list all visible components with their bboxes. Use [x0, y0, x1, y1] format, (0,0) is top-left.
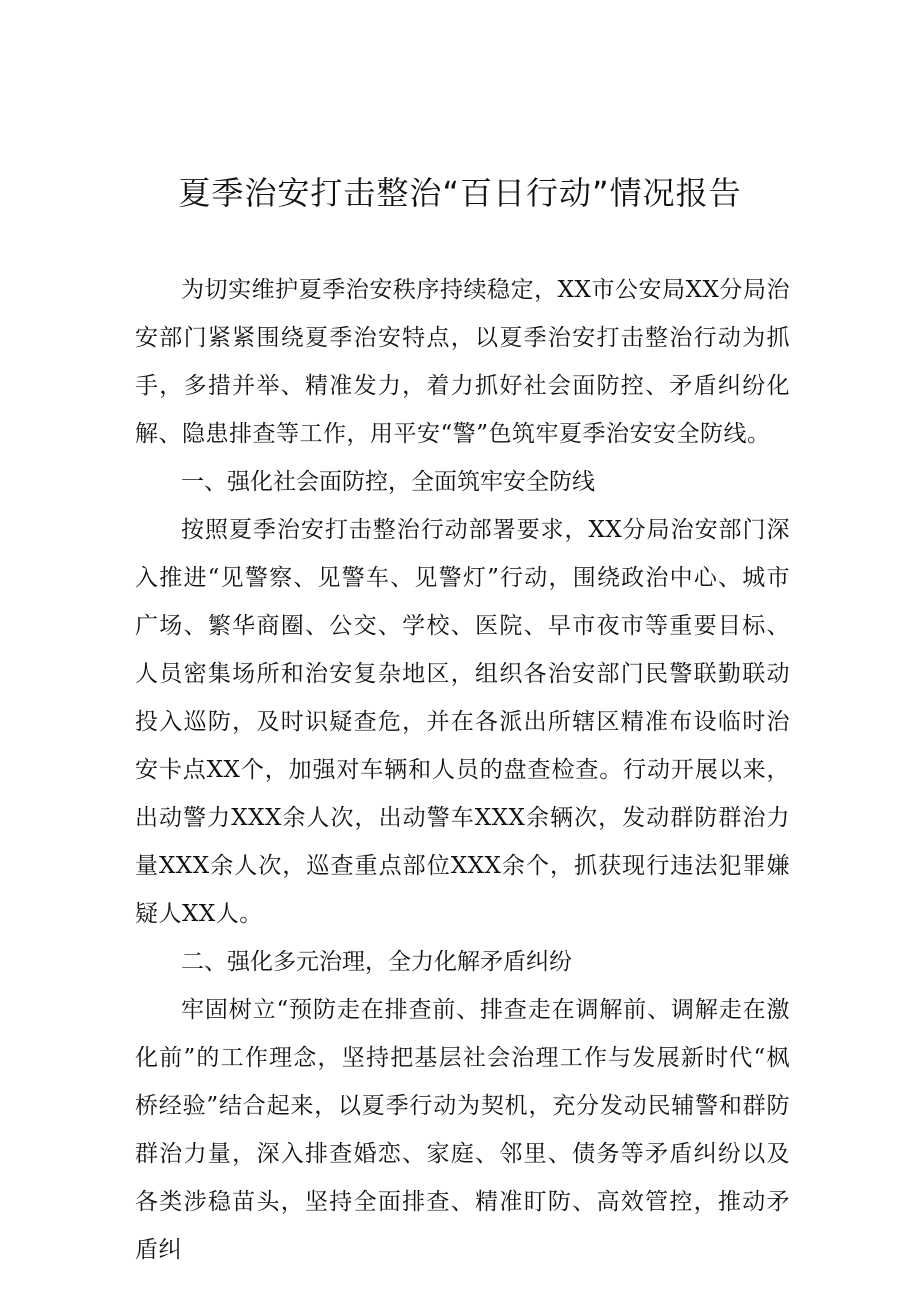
- section-body-1: 按照夏季治安打击整治行动部署要求，XX分局治安部门深入推进“见警察、见警车、见警灯”行动，围绕政治中心、城市广场、繁华商圈、公交、学校、医院、早市夜市等重要目标、人员密集场所和治安复杂地区，组织各治安部门民警联勤联动投入巡防，及时识疑查危，并在各派出所辖区精准布设临时治安卡点XX个，加强对车辆和人员的盘查检查。行动开展以来，出动警力XXX余人次，出动警车XXX余辆次，发动群防群治力量XXX余人次，巡查重点部位XXX余个，抓获现行违法犯罪嫌疑人XX人。: [135, 517, 790, 927]
- section-heading-2: 二、强化多元治理，全力化解矛盾纠纷: [181, 949, 572, 975]
- intro-paragraph: 为切实维护夏季治安秩序持续稳定，XX市公安局XX分局治安部门紧紧围绕夏季治安特点，以夏季治安打击整治行动为抓手，多措并举、精准发力，着力抓好社会面防控、矛盾纠纷化解、隐患排查等工作，用平安“警”色筑牢夏季治安安全防线。: [135, 277, 790, 447]
- document-title: 夏季治安打击整治“百日行动”情况报告: [178, 174, 742, 212]
- section-body-2: 牢固树立“预防走在排查前、排查走在调解前、调解走在激化前”的工作理念，坚持把基层社会治理工作与发展新时代“枫桥经验”结合起来，以夏季行动为契机，充分发动民辅警和群防群治力量，深入排查婚恋、家庭、邻里、债务等矛盾纠纷以及各类涉稳苗头，坚持全面排查、精准盯防、高效管控，推动矛盾纠: [135, 997, 790, 1263]
- section-heading-1: 一、强化社会面防控，全面筑牢安全防线: [181, 469, 595, 495]
- document-body: [135, 266, 790, 1274]
